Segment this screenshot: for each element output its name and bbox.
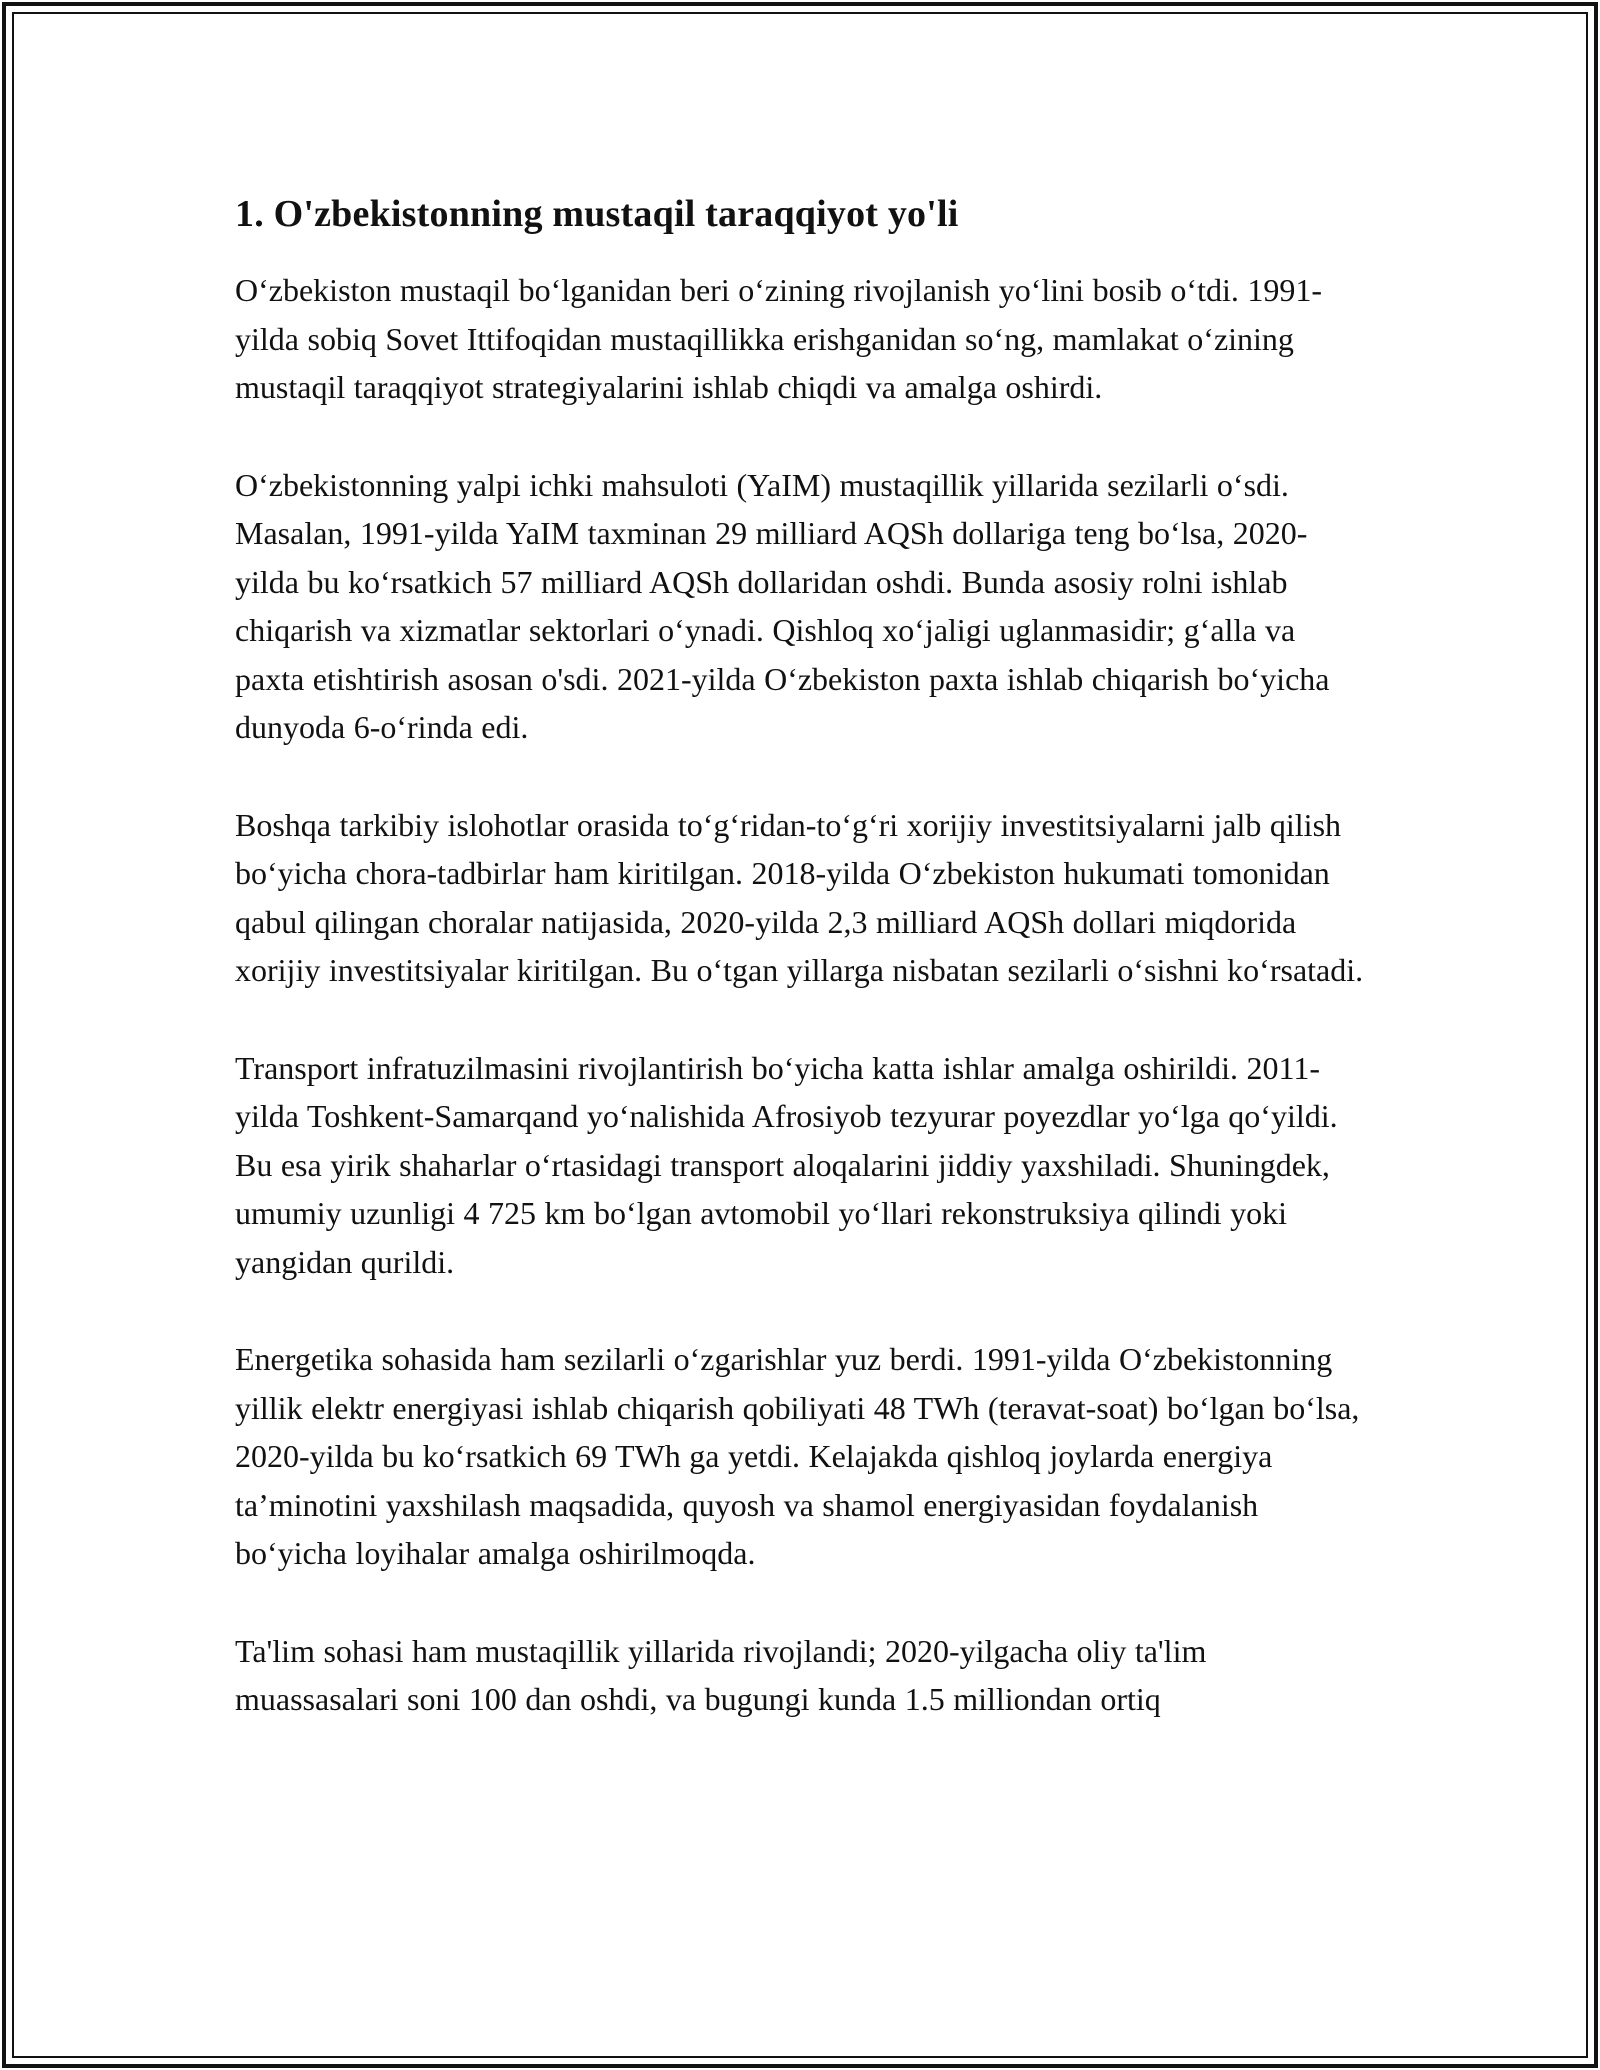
- paragraph-independence: O‘zbekiston mustaqil bo‘lganidan beri o‘zining rivojlanish yo‘lini bosib o‘tdi. 1991-yilda sobiq Sovet Ittifoqidan mustaqillikka erishganidan so‘ng, mamlakat o‘zining mustaqil taraqqiyot strategiyalarini ishlab chiqdi va amalga oshirdi.: [235, 272, 1322, 405]
- document-body: [235, 188, 1365, 1773]
- paragraph-gdp: O‘zbekistonning yalpi ichki mahsuloti (YaIM) mustaqillik yillarida sezilarli o‘sdi. Masalan, 1991-yilda YaIM taxminan 29 milliard AQSh dollariga teng bo‘lsa, 2020-yilda bu ko‘rsatkich 57 milliard AQSh dollaridan oshdi. Bunda asosiy rolni ishlab chiqarish va xizmatlar sektorlari o‘ynadi. Qishloq xo‘jaligi uglanmasidir; g‘alla va paxta etishtirish asosan o'sdi. 2021-yilda O‘zbekiston paxta ishlab chiqarish bo‘yicha dunyoda 6-o‘rinda edi.: [235, 466, 1330, 745]
- section-title: 1. O'zbekistonning mustaqil taraqqiyot yo'li: [235, 193, 959, 235]
- paragraph-investment: Boshqa tarkibiy islohotlar orasida to‘g‘ridan-to‘g‘ri xorijiy investitsiyalarni jalb qilish bo‘yicha chora-tadbirlar ham kiritilgan. 2018-yilda O‘zbekiston hukumati tomonidan qabul qilingan choralar natijasida, 2020-yilda 2,3 milliard AQSh dollari miqdorida xorijiy investitsiyalar kiritilgan. Bu o‘tgan yillarga nisbatan sezilarli o‘sishni ko‘rsatadi.: [235, 806, 1364, 988]
- paragraph-education: Ta'lim sohasi ham mustaqillik yillarida rivojlandi; 2020-yilgacha oliy ta'lim muassasalari soni 100 dan oshdi, va bugungi kunda 1.5 milliondan ortiq: [235, 1632, 1207, 1717]
- paragraph-energy: Energetika sohasida ham sezilarli o‘zgarishlar yuz berdi. 1991-yilda O‘zbekistonning yillik elektr energiyasi ishlab chiqarish qobiliyati 48 TWh (teravat-soat) bo‘lgan bo‘lsa, 2020-yilda bu ko‘rsatkich 69 TWh ga yetdi. Kelajakda qishloq joylarda energiya ta’minotini yaxshilash maqsadida, quyosh va shamol energiyasidan foydalanish bo‘yicha loyihalar amalga oshirilmoqda.: [235, 1341, 1360, 1571]
- paragraph-transport: Transport infratuzilmasini rivojlantirish bo‘yicha katta ishlar amalga oshirildi. 2011-yilda Toshkent-Samarqand yo‘nalishida Afrosiyob tezyurar poyezdlar yo‘lga qo‘yildi. Bu esa yirik shaharlar o‘rtasidagi transport aloqalarini jiddiy yaxshiladi. Shuningdek, umumiy uzunligi 4 725 km bo‘lgan avtomobil yo‘llari rekonstruksiya qilindi yoki yangidan qurildi.: [235, 1049, 1338, 1280]
